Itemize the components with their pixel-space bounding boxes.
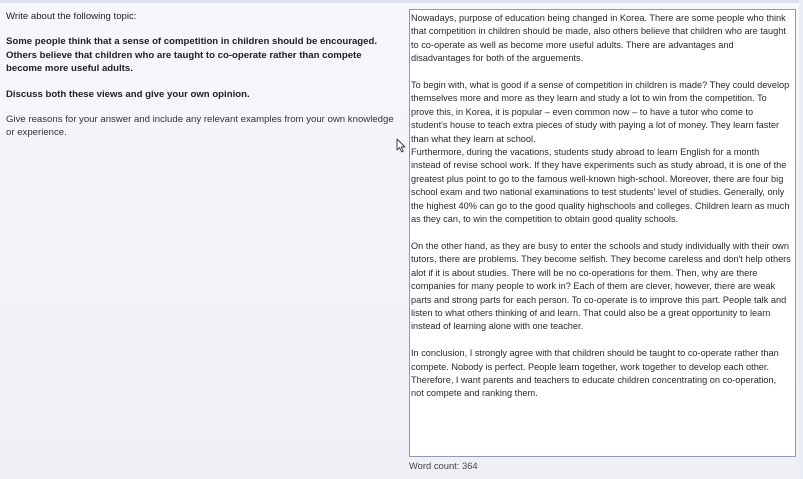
task-panel [6, 10, 396, 140]
task-instructions: Give reasons for your answer and include any relevant examples from your own knowledge or experience. [6, 114, 394, 139]
essay-paragraph: Furthermore, during the vacations, students study abroad to learn English for a month instead of revise school work. If they have experiments such as study abroad, it is one of the greatest plus point to go to the famous well-known high-school. Moreover, there are four big school exam and two national examinations to test students' level of studies. Generally, only the highest 40% can go to the good quality highschools and colleges. Children learn as much as they can, to win the competition to obtain good quality schools. [411, 147, 790, 225]
word-count: Word count: 364 [409, 460, 478, 471]
top-strip [0, 0, 803, 3]
right-edge [799, 0, 803, 479]
mouse-pointer-icon [396, 138, 407, 153]
essay-paragraph: To begin with, what is good if a sense of competition in children is made? They could develop themselves more and more as they learn and study a lot to win from the competition. To prove this, in Korea, it is popular – even common now – to have a tutor who come to student's house to teach extra pieces of study with paying a lot of money. They learn faster than what they learn at school. [411, 80, 790, 144]
essay-paragraph: In conclusion, I strongly agree with that children should be taught to co-operate rather than compete. Nobody is perfect. People learn together, work together to develop each other. Therefore, I want parents and teachers to educate children concentrating on co-operation, not compete and ranking them. [411, 348, 779, 399]
task-intro: Write about the following topic: [6, 11, 137, 22]
task-prompt: Some people think that a sense of competition in children should be encouraged. Others believe that children who are taught to co-operate rather than compete become more useful adults. [6, 36, 378, 75]
essay-textarea[interactable] [409, 9, 796, 457]
essay-paragraph: On the other hand, as they are busy to enter the schools and study individually with their own tutors, there are problems. They become selfish. They become careless and don't help others alot if it is about studies. There will be no co-operations for them. Then, why are there companies for many people to work in? Each of them are clever, however, there are weak parts and strong parts for each person. To co-operate is to improve this part. People talk and listen to what others thinking of and learn. That could also be a great opportunity to learn instead of learning alone with one teacher. [411, 240, 791, 332]
task-discuss: Discuss both these views and give your own opinion. [6, 88, 250, 100]
essay-paragraph: Nowadays, purpose of education being changed in Korea. There are some people who think that competition in children should be made, also others believe that children who are taught to co-operate as well as become more useful adults. There are advantages and disadvantages for both of the arguements. [411, 13, 786, 64]
